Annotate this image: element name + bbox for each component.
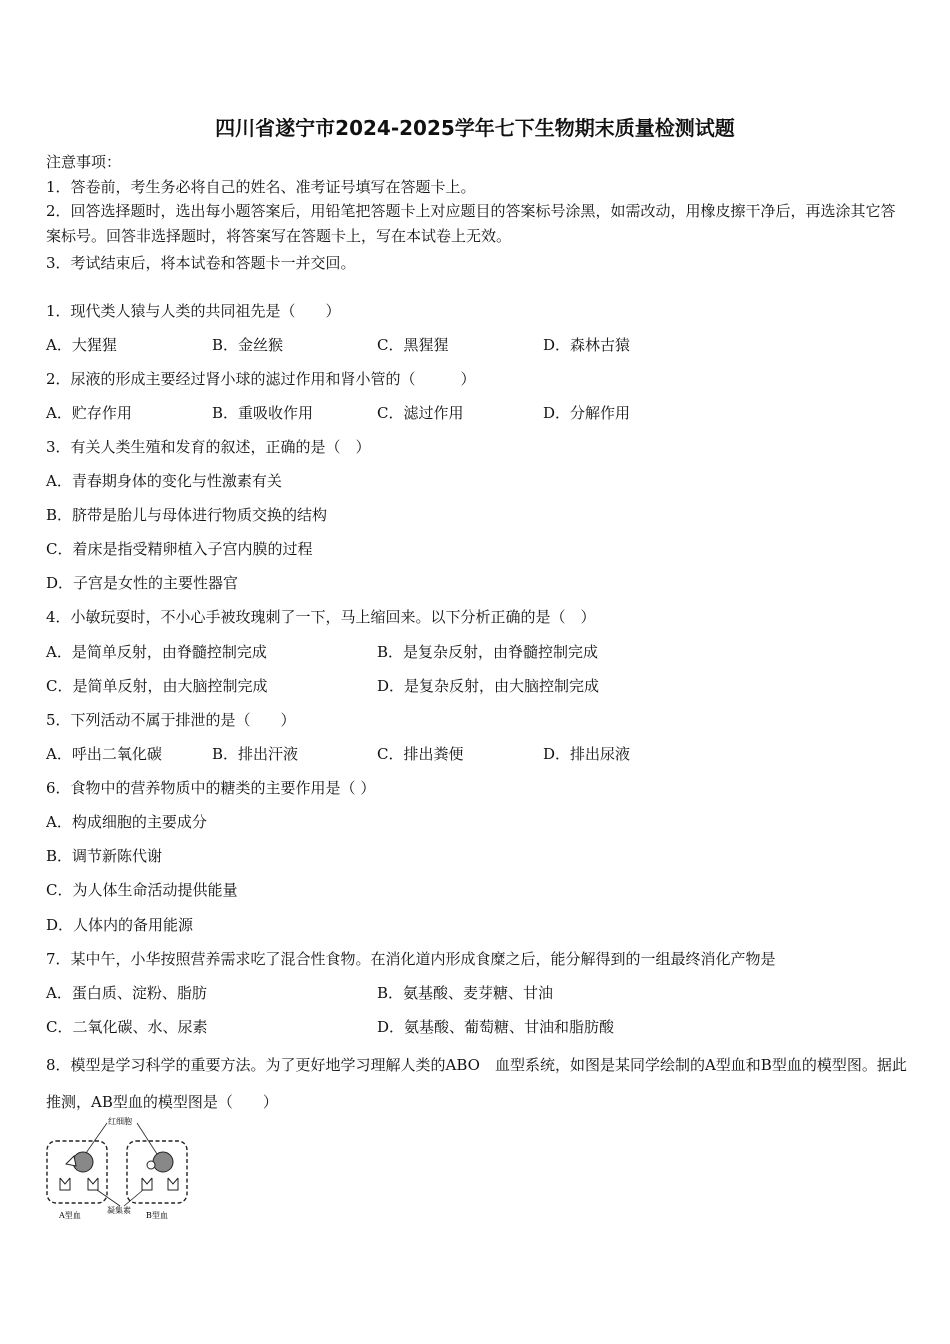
question-6-option-b: B．调节新陈代谢 (46, 847, 163, 865)
question-7-option-d: D．氨基酸、葡萄糖、甘油和脂肪酸 (377, 1018, 615, 1036)
b-type-box (127, 1141, 187, 1203)
question-7-option-c: C．二氧化碳、水、尿素 (46, 1018, 208, 1036)
a-type-box (47, 1141, 107, 1203)
question-4-option-b: B．是复杂反射，由脊髓控制完成 (377, 643, 599, 661)
leader-line-a-agg (97, 1190, 120, 1206)
question-3-option-a: A．青春期身体的变化与性激素有关 (46, 472, 282, 490)
question-2-option-c: C．滤过作用 (377, 404, 464, 422)
question-5-option-d: D．排出尿液 (543, 745, 631, 763)
question-3-option-d: D．子宫是女性的主要性器官 (46, 574, 239, 592)
notice-item-1: 1．答卷前，考生务必将自己的姓名、准考证号填写在答题卡上。 (46, 178, 476, 196)
question-3-stem: 3．有关人类生殖和发育的叙述，正确的是（ ） (46, 438, 371, 456)
question-2-option-d: D．分解作用 (543, 404, 631, 422)
leader-line-a-cell (86, 1123, 107, 1153)
label-red-cell: 红细胞 (108, 1117, 132, 1126)
b-agglutinin-1-icon (142, 1178, 152, 1190)
question-6-option-d: D．人体内的备用能源 (46, 916, 194, 934)
leader-line-b-cell (137, 1123, 157, 1154)
blood-type-model-figure (44, 1114, 194, 1224)
question-1-option-b: B．金丝猴 (212, 336, 284, 354)
notice-item-3: 3．考试结束后，将本试卷和答题卡一并交回。 (46, 254, 356, 272)
notice-item-2: 2．回答选择题时，选出每小题答案后，用铅笔把答题卡上对应题目的答案标号涂黑，如需改动，用橡皮擦干净后，再选涂其它答案标号。回答非选择题时，将答案写在答题卡上，写在本试卷上无效。 (46, 202, 896, 245)
question-3-option-c: C．着床是指受精卵植入子宫内膜的过程 (46, 540, 313, 558)
a-agglutinin-1-icon (60, 1178, 70, 1190)
label-agglutinin: 凝集素 (107, 1206, 131, 1215)
question-5-stem: 5．下列活动不属于排泄的是（ ） (46, 711, 296, 729)
question-2-option-a: A．贮存作用 (46, 404, 132, 422)
b-antigen-icon (147, 1161, 155, 1169)
question-1-option-a: A．大猩猩 (46, 336, 117, 354)
question-2-stem: 2．尿液的形成主要经过肾小球的滤过作用和肾小管的（ ） (46, 370, 476, 388)
question-1-option-c: C．黑猩猩 (377, 336, 449, 354)
question-2-option-b: B．重吸收作用 (212, 404, 314, 422)
question-7-option-b: B．氨基酸、麦芽糖、甘油 (377, 984, 554, 1002)
question-4-option-a: A．是简单反射，由脊髓控制完成 (46, 643, 267, 661)
question-6-stem: 6．食物中的营养物质中的糖类的主要作用是（ ） (46, 779, 376, 797)
b-agglutinin-2-icon (168, 1178, 178, 1190)
question-6-option-a: A．构成细胞的主要成分 (46, 813, 207, 831)
question-4-option-d: D．是复杂反射，由大脑控制完成 (377, 677, 600, 695)
page-title: 四川省遂宁市2024-2025学年七下生物期末质量检测试题 (215, 116, 735, 140)
label-a-type: A型血 (59, 1211, 81, 1220)
a-antigen-icon (66, 1156, 76, 1166)
question-5-option-a: A．呼出二氧化碳 (46, 745, 162, 763)
question-1-stem: 1．现代类人猿与人类的共同祖先是（ ） (46, 302, 341, 320)
question-7-stem: 7．某中午，小华按照营养需求吃了混合性食物。在消化道内形成食糜之后，能分解得到的一组最终消化产物是 (46, 950, 776, 968)
question-7-option-a: A．蛋白质、淀粉、脂肪 (46, 984, 207, 1002)
label-b-type: B型血 (146, 1211, 168, 1220)
question-1-option-d: D．森林古猿 (543, 336, 631, 354)
question-4-stem: 4．小敏玩耍时，不小心手被玫瑰刺了一下，马上缩回来。以下分析正确的是（ ） (46, 608, 596, 626)
question-5-option-c: C．排出粪便 (377, 745, 464, 763)
a-agglutinin-2-icon (88, 1178, 98, 1190)
question-5-option-b: B．排出汗液 (212, 745, 299, 763)
b-red-cell-icon (153, 1152, 173, 1172)
a-red-cell-icon (73, 1152, 93, 1172)
question-8-stem: 8．模型是学习科学的重要方法。为了更好地学习理解人类的ABO 血型系统，如图是某同学绘制的A型血和B型血的模型图。据此推测，AB型血的模型图是（ ） (46, 1056, 907, 1111)
question-4-option-c: C．是简单反射，由大脑控制完成 (46, 677, 268, 695)
question-3-option-b: B．脐带是胎儿与母体进行物质交换的结构 (46, 506, 328, 524)
question-6-option-c: C．为人体生命活动提供能量 (46, 881, 238, 899)
notice-heading: 注意事项： (46, 153, 122, 171)
